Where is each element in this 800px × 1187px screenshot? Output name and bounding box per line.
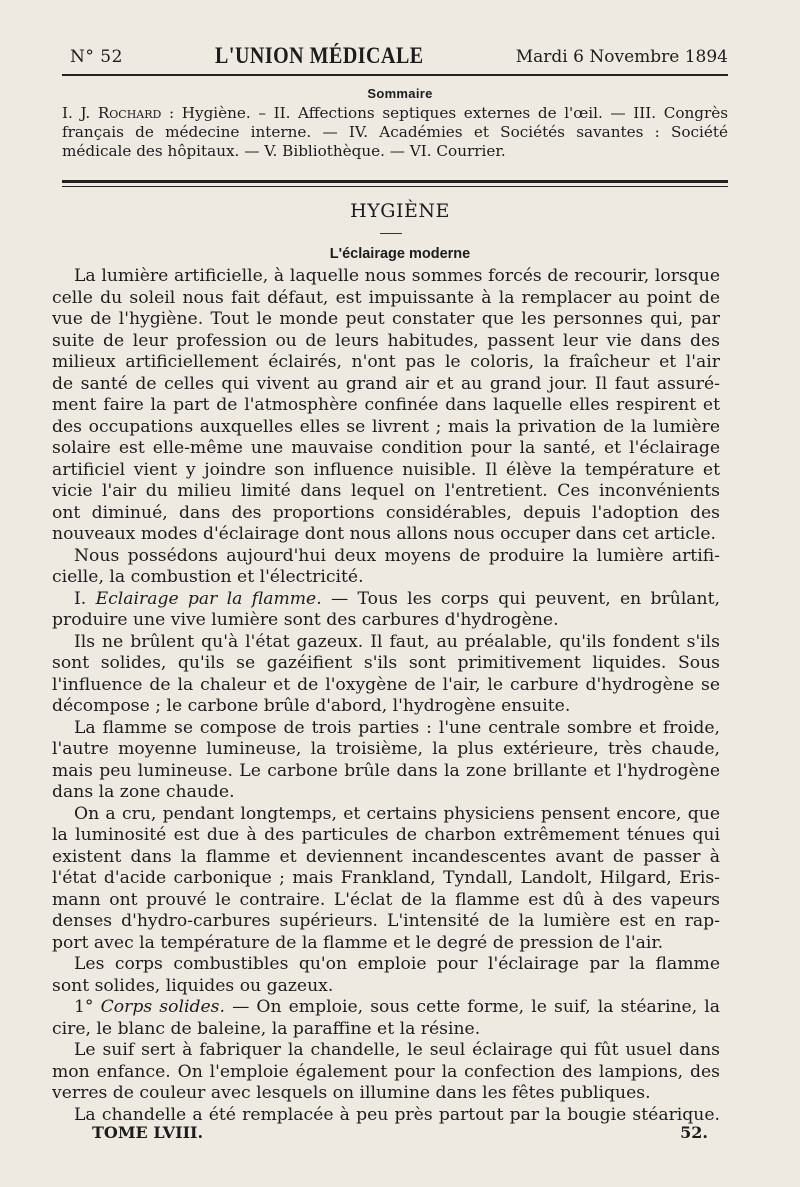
- article-body: [52, 266, 720, 1126]
- text-line: ont diminué, dans des proportions considérables, depuis l'adoption des: [52, 502, 720, 523]
- text-line: La lumière artificielle, à laquelle nous sommes forcés de recourir, lorsque: [74, 266, 720, 286]
- article-title: L'éclairage moderne: [329, 246, 471, 262]
- subsection-heading: Corps solides.: [100, 997, 225, 1017]
- page-footer: [92, 1123, 708, 1142]
- text-line-section-i: [52, 589, 720, 611]
- text-line: la luminosité est due à des particules de charbon extrêmement ténues qui: [52, 825, 720, 845]
- page-number: 52.: [680, 1123, 708, 1142]
- text-line: Le suif sert à fabriquer la chandelle, le seul éclairage qui fût usuel dans: [74, 1040, 720, 1060]
- text-line: des occupations auxquelles elles se livrent ; mais la privation de la lumière: [52, 416, 720, 437]
- text-line: nouveaux modes d'éclairage dont nous allons nous occuper dans cet article.: [52, 524, 717, 544]
- text-line: l'autre moyenne lumineuse, la troisième, la plus extérieure, très chaude,: [52, 739, 720, 759]
- sommaire-item1-prefix: I. J.: [62, 104, 98, 122]
- text-line: décompose ; le carbone brûle d'abord, l'hydrogène ensuite.: [52, 696, 571, 716]
- text-line: milieux artificiellement éclairés, n'ont pas le coloris, la fraîcheur et l'air: [52, 352, 720, 372]
- text-line: cielle, la combustion et l'électricité.: [52, 567, 364, 587]
- text-line: solaire est elle-même une mauvaise condition pour la santé, et l'éclairage: [52, 438, 720, 458]
- text-line: produire une vive lumière sont des carbures d'hydrogène.: [52, 610, 559, 630]
- issue-number: N° 52: [70, 47, 123, 67]
- text-line: Les corps combustibles qu'on emploie pour l'éclairage par la flamme: [74, 954, 720, 974]
- section-i-heading: Eclairage par la flamme.: [95, 588, 322, 609]
- subsection-number: 1°: [74, 997, 101, 1017]
- text-line: denses d'hydro-carbures supérieurs. L'intensité de la lumière est en rap-: [52, 911, 720, 931]
- section-i-text: — Tous les corps qui peuvent, en brûlant,: [330, 588, 720, 609]
- section-divider-thin: [62, 186, 728, 187]
- volume-label: TOME LVIII.: [92, 1123, 204, 1142]
- issue-date: Mardi 6 Novembre 1894: [515, 47, 728, 67]
- text-line: suite de leur profession ou de leurs habitudes, passent leur vie dans des: [52, 330, 720, 351]
- text-line: mann ont prouvé le contraire. L'éclat de la flamme est dû à des vapeurs: [52, 889, 720, 910]
- text-line: On a cru, pendant longtemps, et certains physiciens pensent encore, que: [74, 803, 720, 824]
- text-line: sont solides, liquides ou gazeux.: [52, 975, 334, 996]
- journal-title: L'UNION MÉDICALE: [215, 43, 424, 69]
- subsection-text: — On emploie, sous cette forme, le suif, la stéarine, la: [232, 997, 720, 1017]
- text-line: l'influence de la chaleur et de l'oxygène de l'air, le carbure d'hydrogène se: [52, 674, 720, 695]
- section-title: HYGIÈNE: [350, 200, 450, 222]
- text-line: celle du soleil nous fait défaut, est impuissante à la remplacer au point de: [52, 287, 720, 308]
- text-line: verres de couleur avec lesquels on illumine dans les fêtes publiques.: [52, 1083, 651, 1103]
- text-line: l'état d'acide carbonique ; mais Frankland, Tyndall, Landolt, Hilgard, Eris-: [52, 868, 720, 888]
- text-line: mon enfance. On l'emploie également pour la confection des lampions, des: [52, 1061, 720, 1082]
- text-line: de santé de celles qui vivent au grand air et au grand jour. Il faut assuré-: [52, 373, 720, 394]
- text-line: La flamme se compose de trois parties : l'une centrale sombre et froide,: [74, 717, 720, 738]
- title-dash: [380, 233, 402, 234]
- text-line: Nous possédons aujourd'hui deux moyens de produire la lumière artifi-: [74, 545, 720, 566]
- text-line: port avec la température de la flamme et le degré de pression de l'air.: [52, 932, 664, 953]
- text-line: artificiel vient y joindre son influence nuisible. Il élève la température et: [52, 459, 720, 480]
- sommaire-title: Sommaire: [367, 86, 433, 101]
- text-line: dans la zone chaude.: [52, 782, 235, 802]
- text-line: vue de l'hygiène. Tout le monde peut constater que les personnes qui, par: [52, 309, 720, 329]
- header-rule: [62, 74, 728, 76]
- section-i-number: I.: [74, 588, 96, 609]
- text-line: existent dans la flamme et deviennent incandescentes avant de passer à: [52, 846, 720, 867]
- text-line: Ils ne brûlent qu'à l'état gazeux. Il faut, au préalable, qu'ils fondent s'ils: [74, 631, 720, 652]
- text-line: La chandelle a été remplacée à peu près partout par la bougie stéarique.: [74, 1104, 720, 1125]
- sommaire-author: Rochard: [97, 104, 162, 122]
- text-line: vicie l'air du milieu limité dans lequel on l'entretient. Ces inconvénients: [52, 481, 720, 501]
- text-line: ment faire la part de l'atmosphère confinée dans laquelle elles respirent et: [52, 395, 720, 415]
- text-line: mais peu lumineuse. Le carbone brûle dans la zone brillante et l'hydrogène: [52, 760, 720, 781]
- section-divider-thick: [62, 180, 728, 183]
- sommaire-items: : Hygiène. – II. Affections septiques externes de l'œil. — III. Congrès français de médecine interne. — IV. Académies et Sociétés savantes : Société médicale des hôpitaux. — V. Bibliothèque. — VI. Courrier.: [62, 104, 729, 160]
- text-line: cire, le blanc de baleine, la paraffine et la résine.: [52, 1018, 481, 1039]
- sommaire-contents: [62, 104, 728, 161]
- text-line: sont solides, qu'ils se gazéifient s'ils sont primitivement liquides. Sous: [52, 653, 720, 673]
- page-header: [70, 45, 728, 73]
- text-line-corps-solides: [52, 997, 720, 1019]
